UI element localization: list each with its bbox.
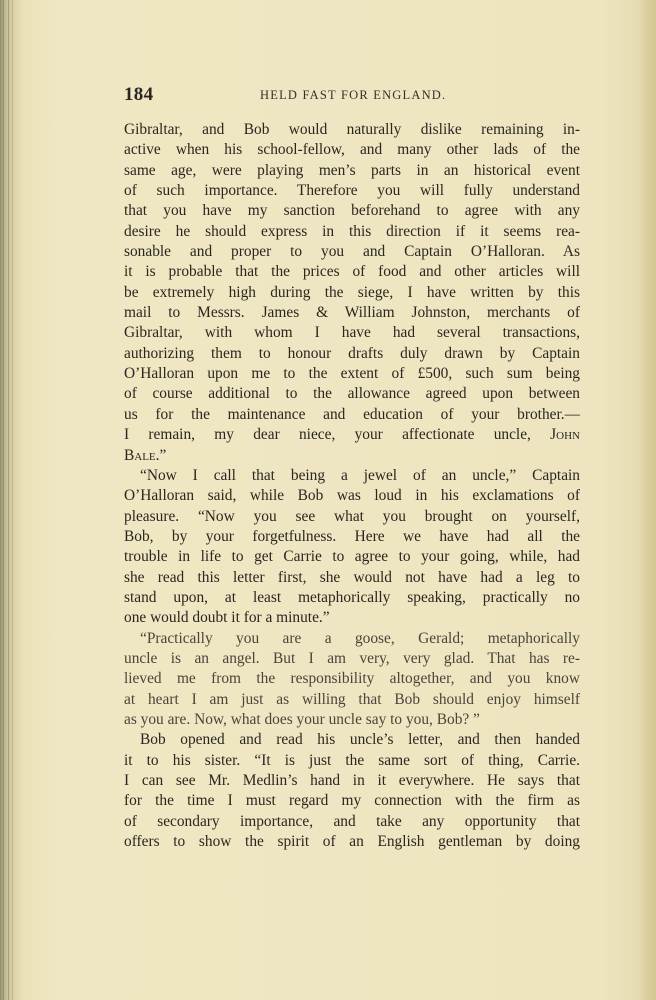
page-edge xyxy=(638,0,656,1000)
text-line: Bob opened and read his uncle’s letter, and then handed xyxy=(140,731,580,749)
text-line: of secondary importance, and take any opportunity that xyxy=(124,812,580,830)
text-line: trouble in life to get Carrie to agree to your going, while, had xyxy=(124,548,580,566)
running-head: HELD FAST FOR ENGLAND. xyxy=(260,88,447,102)
text-line: desire he should express in this direction if it seems rea- xyxy=(124,222,580,240)
text-line: authorizing them to honour drafts duly drawn by Captain xyxy=(124,344,580,362)
text-line: Bob, by your forgetfulness. Here we have had all the xyxy=(124,527,580,545)
body-text xyxy=(124,120,580,852)
text-line: of course additional to the allowance agreed upon between xyxy=(124,385,580,403)
text-line: of such importance. Therefore you will fully understand xyxy=(124,182,580,200)
text-line: it is probable that the prices of food and other articles will xyxy=(124,263,580,281)
text-line: O’Halloran said, while Bob was loud in his exclamations of xyxy=(124,487,580,505)
text-line: offers to show the spirit of an English gentleman by doing xyxy=(124,833,580,851)
text-line: stand upon, at least metaphorically speaking, practically no xyxy=(124,588,580,606)
text-line: “Practically you are a goose, Gerald; metaphorically xyxy=(140,629,580,647)
text-line: I can see Mr. Medlin’s hand in it everywhere. He says that xyxy=(124,772,580,789)
text-line: it to his sister. “It is just the same sort of thing, Carrie. xyxy=(124,751,580,769)
text-line: Gibraltar, and Bob would naturally dislike remaining in- xyxy=(124,121,580,138)
text-line: as you are. Now, what does your uncle say to you, Bob? ” xyxy=(124,710,480,728)
page-number: 184 xyxy=(124,84,154,105)
text-line: for the time I must regard my connection with the firm as xyxy=(124,792,580,810)
text-line: O’Halloran upon me to the extent of £500, such sum being xyxy=(124,365,580,383)
text-line: she read this letter first, she would not have had a leg to xyxy=(124,568,580,586)
text-line: one would doubt it for a minute.” xyxy=(124,609,330,627)
text-line: pleasure. “Now you see what you brought on yourself, xyxy=(124,507,580,525)
text-line: same age, were playing men’s parts in an historical event xyxy=(124,161,580,179)
text-line: Gibraltar, with whom I have had several transactions, xyxy=(124,324,580,342)
text-line: be extremely high during the siege, I have written by this xyxy=(124,283,580,301)
text-line: I remain, my dear niece, your affectionate uncle, John xyxy=(124,426,580,444)
text-line: uncle is an angel. But I am very, very glad. That has re- xyxy=(124,649,580,667)
page-header xyxy=(124,84,580,108)
text-line: that you have my sanction beforehand to agree with any xyxy=(124,202,580,220)
text-line: at heart I am just as willing that Bob should enjoy himself xyxy=(124,690,580,708)
text-line: Bale.” xyxy=(124,446,167,464)
gutter-line xyxy=(12,0,13,1000)
text-line: “Now I call that being a jewel of an uncle,” Captain xyxy=(140,466,580,484)
text-line: mail to Messrs. James & William Johnston, merchants of xyxy=(124,304,580,322)
text-line: active when his school-fellow, and many other lads of the xyxy=(124,141,580,159)
text-line: lieved me from the responsibility altogether, and you know xyxy=(124,670,580,688)
text-line: sonable and proper to you and Captain O’Halloran. As xyxy=(124,243,580,261)
gutter-line xyxy=(3,0,4,1000)
gutter-line xyxy=(8,0,9,1000)
text-line: us for the maintenance and education of your brother.— xyxy=(124,405,580,423)
